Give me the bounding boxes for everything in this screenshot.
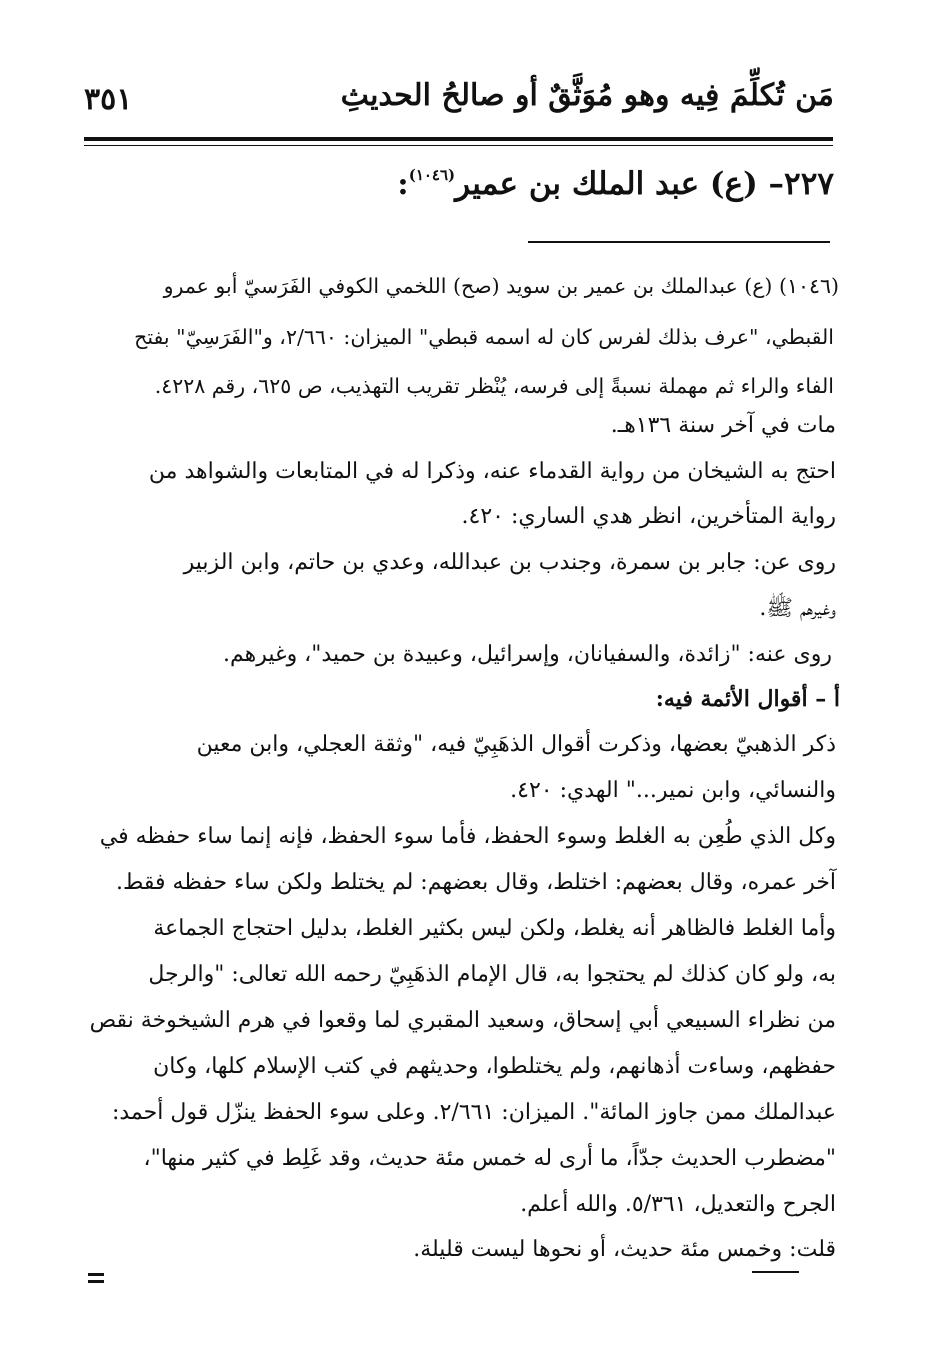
entry-number-title: ٢٢٧– (ع) عبد الملك بن عمير <box>455 166 834 202</box>
body-line: آخر عمره، وقال بعضهم: اختلط، وقال بعضهم: لم يختلط ولكن ساء حفظه فقط. <box>116 870 836 895</box>
running-header-title: مَن تُكلِّمَ فِيه وهو مُوَثَّقٌ أو صالحُ الحديثِ <box>340 78 834 113</box>
body-line: والنسائي، وابن نمير..." الهدي: ٤٢٠. <box>510 778 836 803</box>
body-line: وأما الغلط فالظاهر أنه يغلط، ولكن ليس بكثير الغلط، بدليل احتجاج الجماعة <box>153 916 836 941</box>
body-line: وغيرهم ﷺ. <box>759 596 836 621</box>
continuation-mark <box>88 1273 104 1287</box>
header-rule-thin <box>84 145 833 146</box>
body-line: "مضطرب الحديث جدّاً، ما أرى له خمس مئة حديث، وقد غَلِط في كثير منها"، <box>143 1146 836 1171</box>
footnote-reference: (١٠٤٦) <box>408 166 456 184</box>
footnote-separator-rule <box>528 241 830 243</box>
entry-heading <box>397 166 834 202</box>
footnote-line: (١٠٤٦) (ع) عبدالملك بن عمير بن سويد (صح) اللخمي الكوفي الفَرَسيّ أبو عمرو <box>163 274 839 298</box>
footnote-line: الفاء والراء ثم مهملة نسبةً إلى فرسه، يُنْظر تقريب التهذيب، ص ٦٢٥، رقم ٤٢٢٨. <box>154 374 834 398</box>
body-line: روى عن: جابر بن سمرة، وجندب بن عبدالله، وعدي بن حاتم، وابن الزبير <box>183 550 836 575</box>
body-line: الجرح والتعديل، ٥/٣٦١. والله أعلم. <box>520 1192 836 1217</box>
header-rule-thick <box>84 137 833 141</box>
closing-note-line: قلت: وخمس مئة حديث، أو نحوها ليست قليلة. <box>413 1237 836 1262</box>
footnote-line: القبطي، "عرف بذلك لفرس كان له اسمه قبطي" الميزان: ٢/٦٦٠، و"الفَرَسِيّ" بفتح <box>134 325 834 349</box>
body-line: مات في آخر سنة ١٣٦هـ. <box>610 413 836 438</box>
body-line: به، ولو كان كذلك لم يحتجوا به، قال الإمام الذهَبِيّ رحمه الله تعالى: "والرجل <box>148 962 836 987</box>
qult-underline <box>752 1271 799 1273</box>
body-line: حفظهم، وساءت أذهانهم، ولم يختلطوا، وحديثهم في كتب الإسلام كلها، وكان <box>153 1054 836 1079</box>
body-line: من نظراء السبيعي أبي إسحاق، وسعيد المقبري لما وقعوا في هرم الشيخوخة نقص <box>89 1008 836 1033</box>
body-line: ذكر الذهبيّ بعضها، وذكرت أقوال الذهَبِيّ فيه، "وثقة العجلي، وابن معين <box>196 732 836 757</box>
page-number: ٣٥١ <box>84 82 133 117</box>
body-line: وكل الذي طُعِن به الغلط وسوء الحفظ، فأما سوء الحفظ، فإنه إنما ساء حفظه في <box>99 824 836 849</box>
body-line: احتج به الشيخان من رواية القدماء عنه، وذكرا له في المتابعات والشواهد من <box>148 459 836 484</box>
body-line: رواية المتأخرين، انظر هدي الساري: ٤٢٠. <box>461 504 836 529</box>
section-heading: أ – أقوال الأئمة فيه: <box>655 686 840 712</box>
entry-colon: : <box>397 166 409 202</box>
body-line: روى عنه: "زائدة، والسفيانان، وإسرائيل، وعبيدة بن حميد"، وغيرهم. <box>223 642 832 667</box>
body-line: عبدالملك ممن جاوز المائة". الميزان: ٢/٦٦١. وعلى سوء الحفظ ينزّل قول أحمد: <box>111 1100 836 1125</box>
